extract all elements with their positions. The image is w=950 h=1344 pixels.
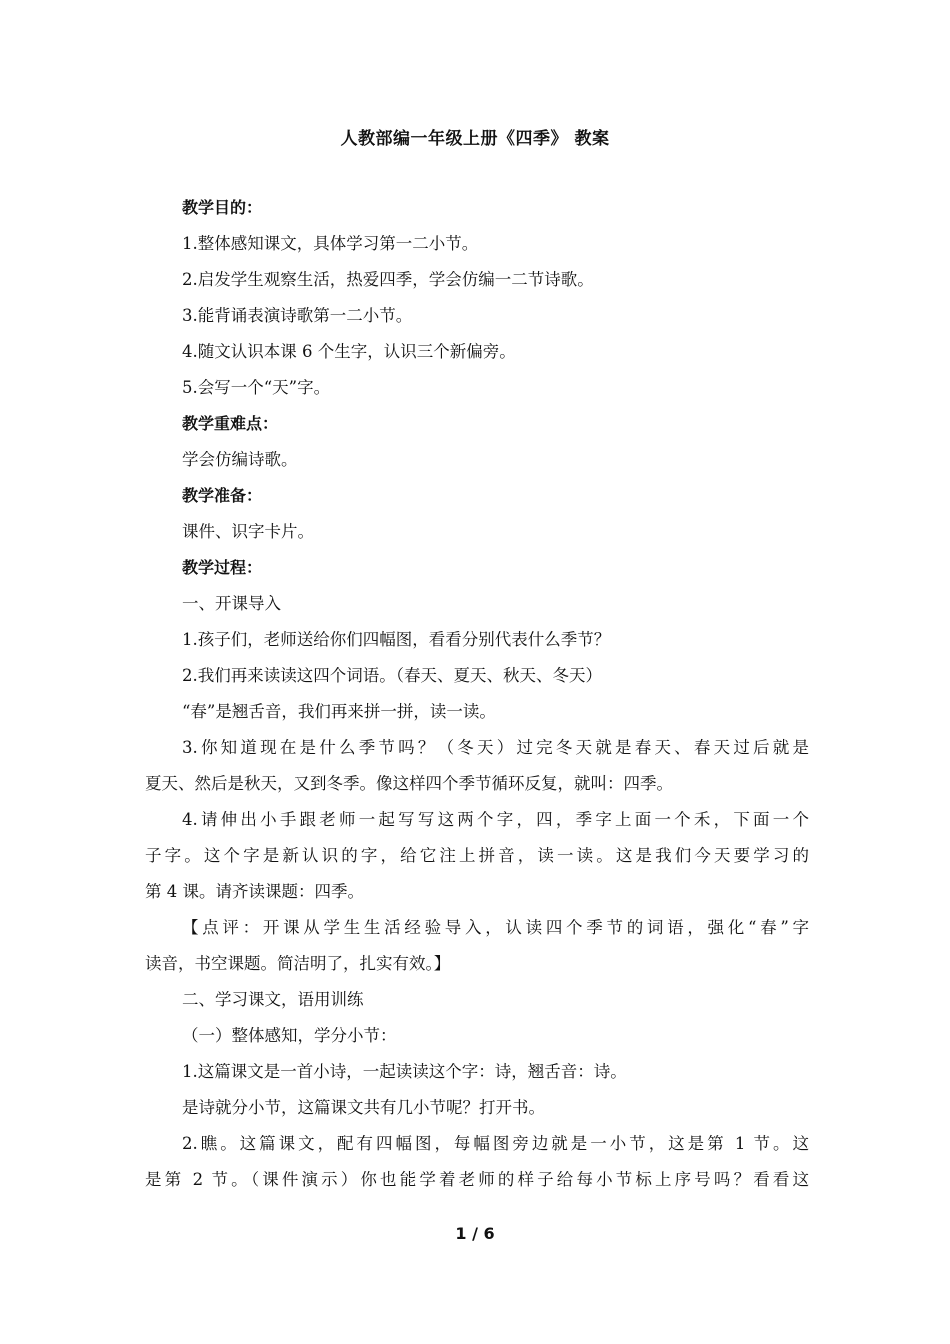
paragraph-line: 第 4 课。请齐读课题：四季。: [145, 882, 364, 901]
paragraph-line: 3.能背诵表演诗歌第一二小节。: [182, 306, 413, 325]
paragraph-line: 是第 2 节。（课件演示）你也能学着老师的样子给每小节标上序号吗？看看这: [145, 1170, 809, 1189]
paragraph-line: 子字。这个字是新认识的字，给它注上拼音，读一读。这是我们今天要学习的: [145, 846, 809, 865]
paragraph-line: 1.孩子们，老师送给你们四幅图，看看分别代表什么季节？: [182, 630, 611, 649]
paragraph-line: 读音，书空课题。简洁明了，扎实有效。】: [145, 954, 451, 973]
paragraph-line: 3.你知道现在是什么季节吗？（冬天）过完冬天就是春天、春天过后就是: [182, 738, 809, 757]
section-heading: 教学过程：: [182, 558, 263, 577]
paragraph-line: 一、开课导入: [182, 594, 281, 613]
document-title: 人教部编一年级上册《四季》 教案: [340, 129, 610, 149]
paragraph-line: 1.这篇课文是一首小诗，一起读读这个字：诗，翘舌音：诗。: [182, 1062, 627, 1081]
section-heading: 教学重难点：: [182, 414, 279, 433]
paragraph-line: （一）整体感知，学分小节：: [182, 1026, 397, 1045]
paragraph-line: 是诗就分小节，这篇课文共有几小节呢？打开书。: [182, 1098, 545, 1117]
paragraph-line: 课件、识字卡片。: [182, 522, 314, 541]
document-body: [145, 190, 809, 1198]
paragraph-line: 4.随文认识本课 6 个生字，认识三个新偏旁。: [182, 342, 516, 361]
paragraph-line: 2.瞧。这篇课文，配有四幅图，每幅图旁边就是一小节，这是第 1 节。这: [182, 1134, 809, 1153]
paragraph-line: 2.我们再来读读这四个词语。（春天、夏天、秋天、冬天）: [182, 666, 602, 685]
paragraph-line: “春”是翘舌音，我们再来拼一拼，读一读。: [182, 702, 496, 721]
paragraph-line: 1.整体感知课文，具体学习第一二小节。: [182, 234, 479, 253]
paragraph-line: 二、学习课文，语用训练: [182, 990, 364, 1009]
section-heading: 教学准备：: [182, 486, 263, 505]
paragraph-line: 4.请伸出小手跟老师一起写写这两个字，四，季字上面一个禾，下面一个: [182, 810, 809, 829]
paragraph-line: 5.会写一个“天”字。: [182, 378, 331, 397]
page-number: 1 / 6: [455, 1224, 495, 1243]
paragraph-line: 2.启发学生观察生活，热爱四季，学会仿编一二节诗歌。: [182, 270, 594, 289]
paragraph-line: 学会仿编诗歌。: [182, 450, 298, 469]
section-heading: 教学目的：: [182, 198, 263, 217]
paragraph-line: 夏天、然后是秋天，又到冬季。像这样四个季节循环反复，就叫：四季。: [145, 774, 673, 793]
paragraph-line: 【点评：开课从学生生活经验导入，认读四个季节的词语，强化“春”字: [182, 918, 809, 937]
